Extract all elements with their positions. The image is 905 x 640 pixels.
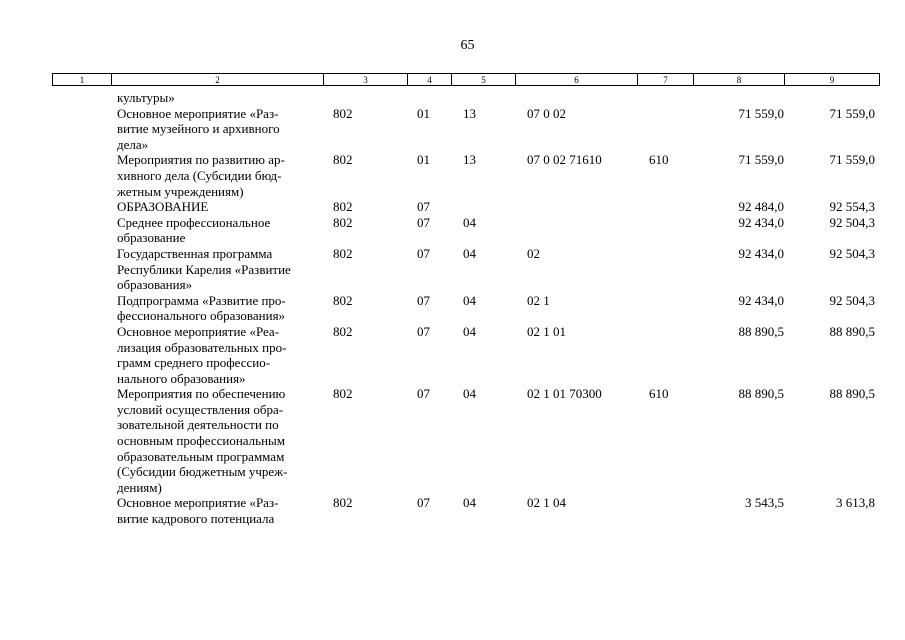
row-name: [117, 293, 327, 324]
cell-c8: 92 434,0: [738, 245, 784, 261]
row-name-line: зовательной деятельности по: [117, 417, 279, 433]
table-row: [0, 90, 905, 106]
row-name-line: лизация образовательных про-: [117, 339, 287, 355]
column-header-4: 4: [408, 74, 452, 86]
cell-c5: 13: [463, 152, 476, 168]
table-row: [0, 324, 905, 386]
column-header-2: 2: [112, 74, 324, 86]
row-name-line: культуры»: [117, 90, 175, 105]
row-name-line: условий осуществления обра-: [117, 401, 284, 417]
row-name-line: Среднее профессиональное: [117, 214, 271, 230]
row-name-line: дела»: [117, 136, 149, 152]
row-name: [117, 386, 327, 495]
cell-c5: 04: [463, 323, 476, 339]
row-name-line: Мероприятия по обеспечению: [117, 386, 286, 402]
column-header-6: 6: [516, 74, 638, 86]
column-header-3: 3: [324, 74, 408, 86]
cell-c9: 92 504,3: [829, 214, 875, 230]
cell-c8: 88 890,5: [738, 323, 784, 339]
cell-c8: 92 484,0: [738, 199, 784, 215]
table-row: [0, 386, 905, 495]
cell-c9: 71 559,0: [829, 105, 875, 121]
cell-c5: 04: [463, 495, 476, 511]
cell-c9: 88 890,5: [829, 323, 875, 339]
row-name-line: грамм среднего профессио-: [117, 355, 271, 371]
cell-c4: 01: [417, 105, 430, 121]
cell-c4: 07: [417, 323, 430, 339]
row-name-line: фессионального образования»: [117, 308, 286, 324]
row-name-line: Основное мероприятие «Раз-: [117, 105, 279, 121]
cell-c8: 71 559,0: [738, 105, 784, 121]
row-name-line: жетным учреждениям): [117, 183, 244, 199]
cell-c7: 610: [649, 152, 669, 168]
row-name-line: дениям): [117, 479, 162, 495]
cell-c3: 802: [333, 152, 353, 168]
cell-c9: 88 890,5: [829, 386, 875, 402]
column-header-table: [52, 73, 880, 86]
table-row: [0, 293, 905, 324]
row-name-line: образование: [117, 230, 186, 246]
row-name: [117, 324, 327, 386]
cell-c4: 07: [417, 292, 430, 308]
cell-c6: 02 1 04: [527, 495, 566, 511]
cell-c4: 07: [417, 245, 430, 261]
cell-c4: 07: [417, 214, 430, 230]
table-row: [0, 199, 905, 215]
column-header-8: 8: [694, 74, 785, 86]
row-name-line: ОБРАЗОВАНИЕ: [117, 199, 209, 215]
cell-c5: 13: [463, 105, 476, 121]
cell-c8: 92 434,0: [738, 292, 784, 308]
row-name-line: (Субсидии бюджетным учреж-: [117, 464, 288, 480]
row-name-line: образовательным программам: [117, 448, 285, 464]
cell-c6: 07 0 02: [527, 105, 566, 121]
cell-c6: 02: [527, 245, 540, 261]
row-name-line: витие музейного и архивного: [117, 121, 280, 137]
cell-c3: 802: [333, 292, 353, 308]
cell-c9: 92 504,3: [829, 245, 875, 261]
row-name: [117, 215, 327, 246]
column-header-row: [53, 74, 880, 86]
table-row: [0, 152, 905, 199]
column-header-7: 7: [638, 74, 694, 86]
row-name-line: Государственная программа: [117, 245, 273, 261]
column-header-1: 1: [53, 74, 112, 86]
table-row: [0, 246, 905, 293]
row-name-line: витие кадрового потенциала: [117, 511, 275, 527]
row-name-line: Основное мероприятие «Реа-: [117, 323, 280, 339]
cell-c9: 71 559,0: [829, 152, 875, 168]
row-name-line: Подпрограмма «Развитие про-: [117, 292, 286, 308]
row-name-line: образования»: [117, 277, 193, 293]
cell-c8: 71 559,0: [738, 152, 784, 168]
row-name: [117, 152, 327, 199]
cell-c5: 04: [463, 245, 476, 261]
cell-c8: 88 890,5: [738, 386, 784, 402]
row-name-line: Основное мероприятие «Раз-: [117, 495, 279, 511]
cell-c9: 92 504,3: [829, 292, 875, 308]
cell-c8: 3 543,5: [745, 495, 784, 511]
row-name-line: Республики Карелия «Развитие: [117, 261, 291, 277]
row-name-line: Мероприятия по развитию ар-: [117, 152, 285, 168]
table-row: [0, 215, 905, 246]
cell-c6: 02 1 01: [527, 323, 566, 339]
column-header-9: 9: [785, 74, 880, 86]
cell-c4: 07: [417, 199, 430, 215]
cell-c9: 92 554,3: [829, 199, 875, 215]
cell-c4: 01: [417, 152, 430, 168]
cell-c5: 04: [463, 386, 476, 402]
row-name: [117, 246, 327, 293]
row-name: [117, 90, 327, 106]
cell-c6: 07 0 02 71610: [527, 152, 602, 168]
cell-c3: 802: [333, 323, 353, 339]
budget-table-body: [0, 90, 905, 527]
table-row: [0, 106, 905, 153]
cell-c3: 802: [333, 495, 353, 511]
cell-c3: 802: [333, 199, 353, 215]
cell-c5: 04: [463, 292, 476, 308]
column-header-5: 5: [452, 74, 516, 86]
cell-c3: 802: [333, 245, 353, 261]
cell-c6: 02 1 01 70300: [527, 386, 602, 402]
cell-c4: 07: [417, 386, 430, 402]
cell-c3: 802: [333, 386, 353, 402]
row-name: [117, 495, 327, 526]
cell-c4: 07: [417, 495, 430, 511]
row-name: [117, 199, 327, 215]
row-name-line: хивного дела (Субсидии бюд-: [117, 167, 282, 183]
cell-c6: 02 1: [527, 292, 550, 308]
cell-c7: 610: [649, 386, 669, 402]
row-name-line: основным профессиональным: [117, 433, 286, 449]
cell-c9: 3 613,8: [836, 495, 875, 511]
page-number: 65: [460, 38, 475, 53]
table-row: [0, 495, 905, 526]
cell-c3: 802: [333, 105, 353, 121]
row-name-line: нального образования»: [117, 370, 246, 386]
cell-c8: 92 434,0: [738, 214, 784, 230]
cell-c5: 04: [463, 214, 476, 230]
cell-c3: 802: [333, 214, 353, 230]
row-name: [117, 106, 327, 153]
